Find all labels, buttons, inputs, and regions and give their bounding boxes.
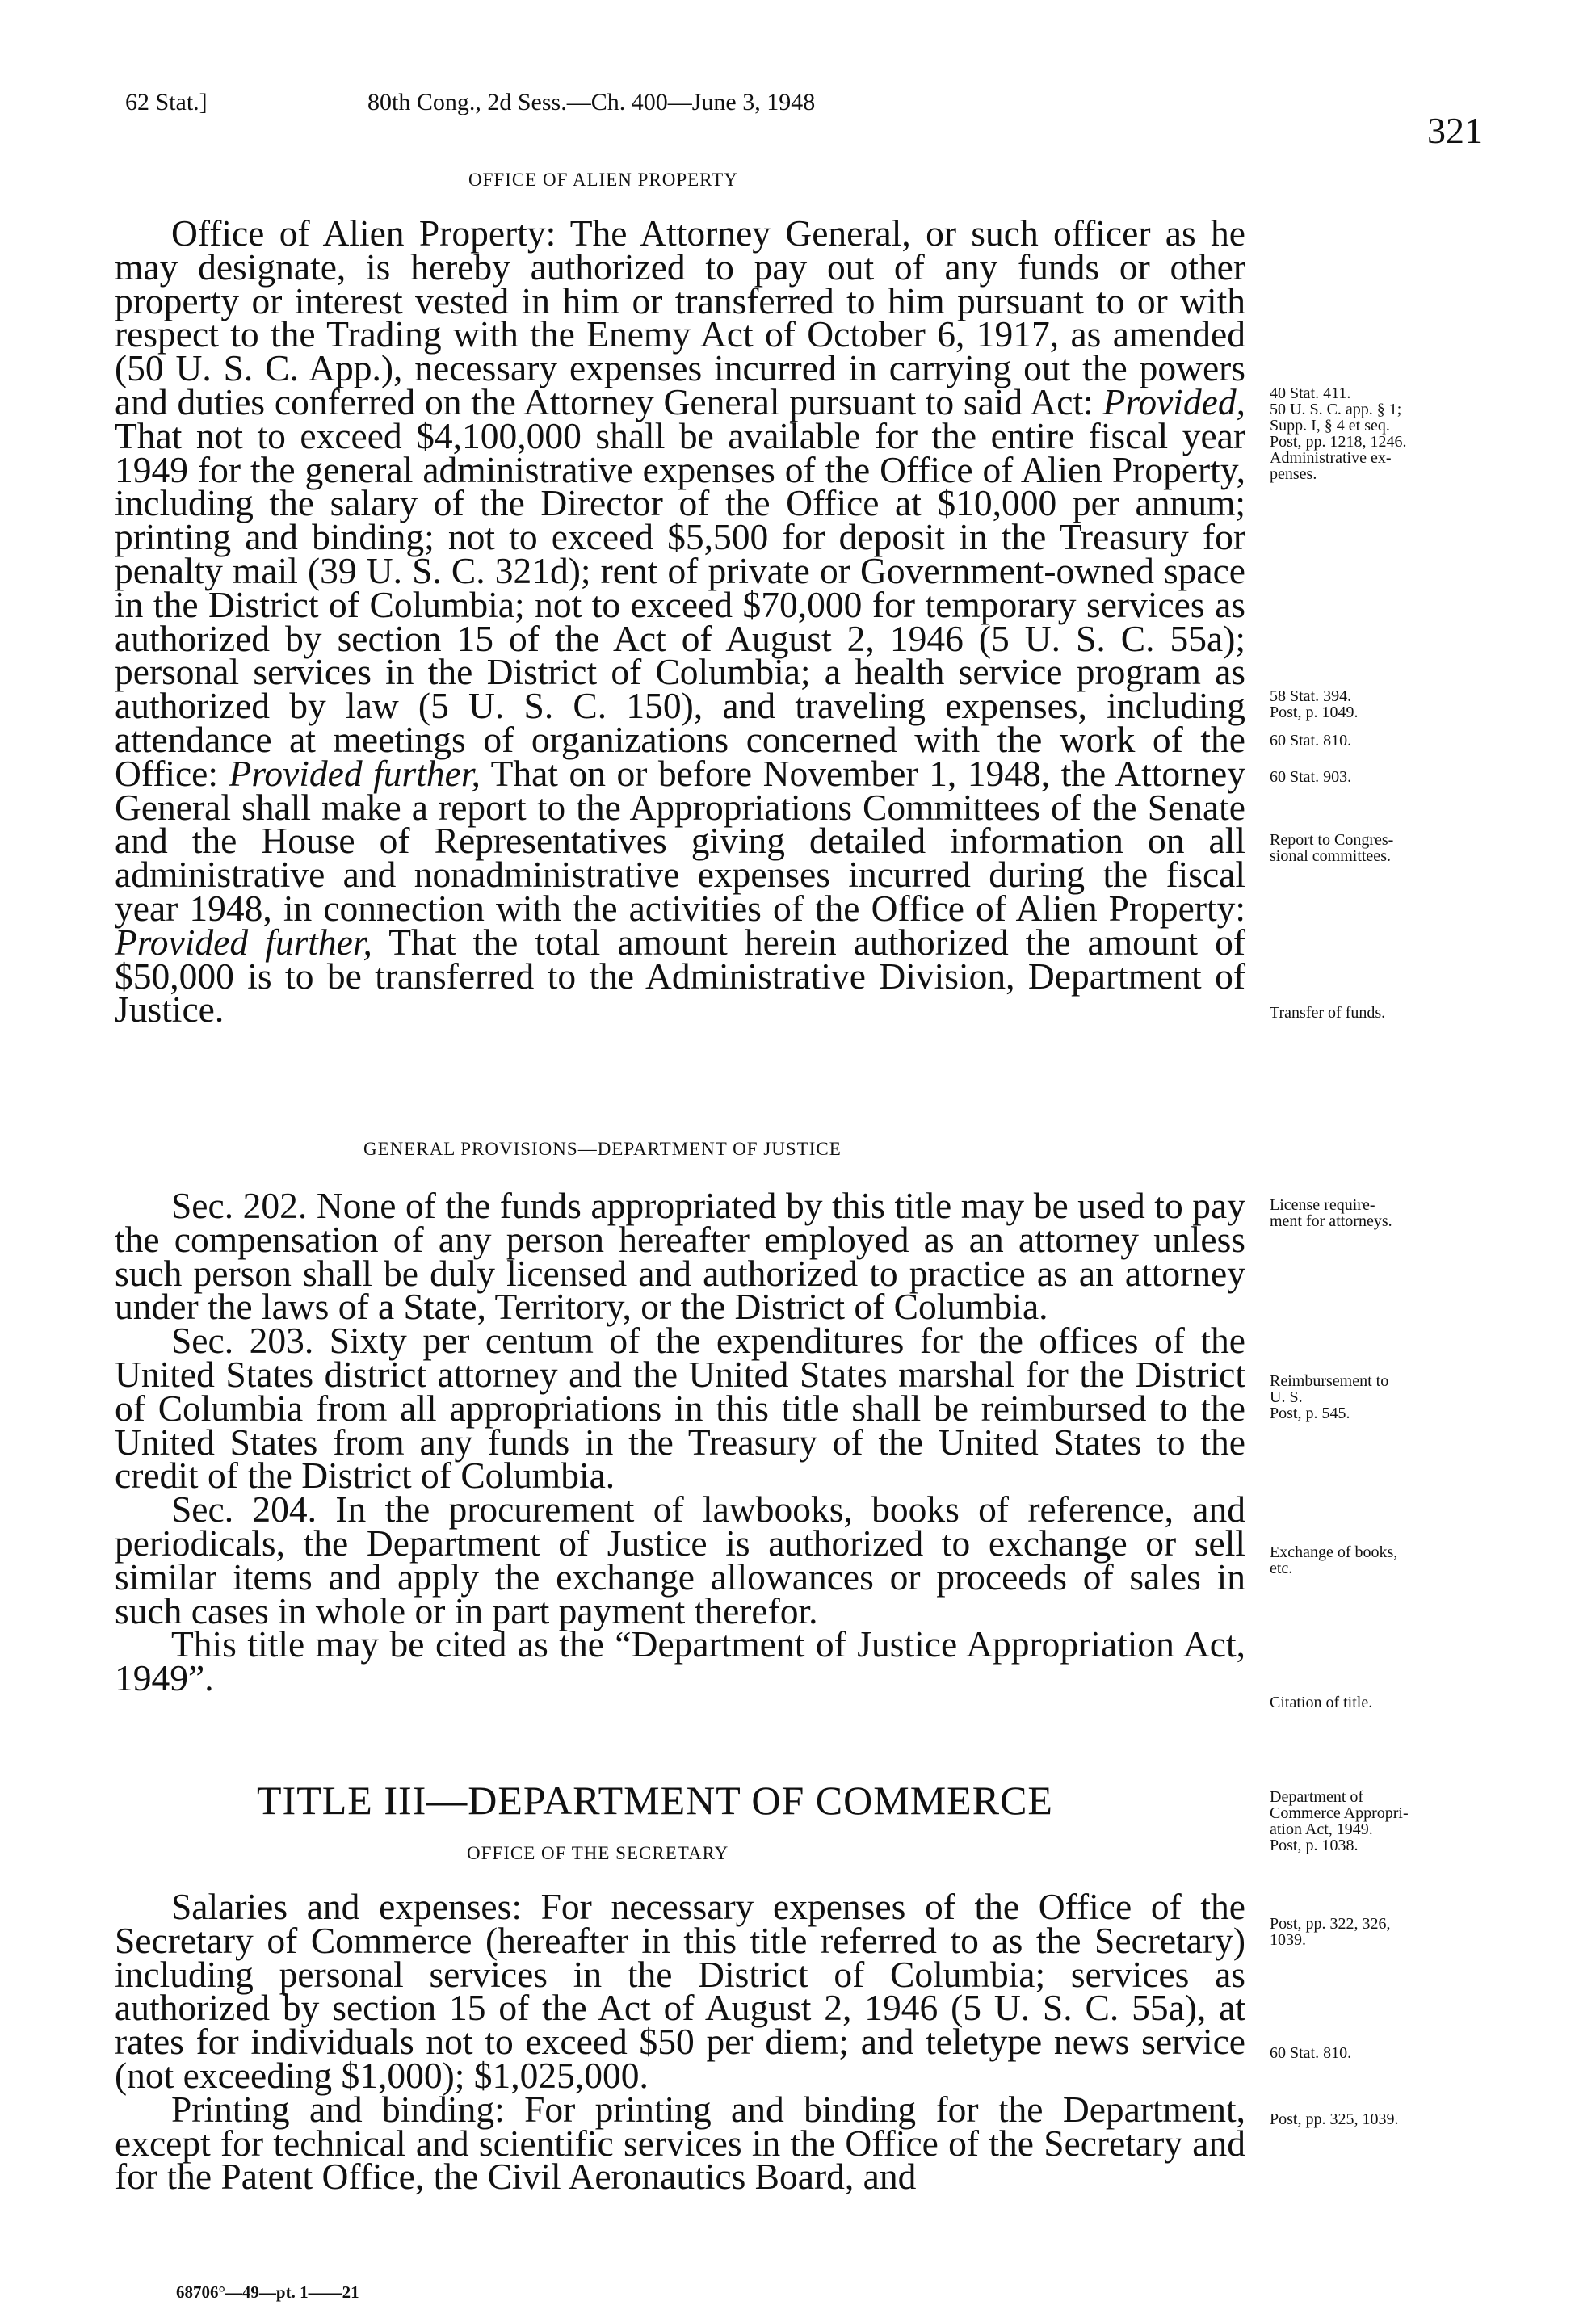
running-header-left: 62 Stat.] [125,89,208,115]
margin-note-post-pages: Post, pp. 322, 326, 1039. [1270,1915,1391,1949]
title-iii-heading: TITLE III—DEPARTMENT OF COMMERCE [257,1778,1053,1823]
alien-proviso-2: Provided further, [229,752,481,794]
margin-note-statutes-4: 60 Stat. 903. [1270,768,1352,786]
section-204: Sec. 204. In the procurement of lawbooks, books of reference, and periodicals, the Department of Justice is authorized to exchange or sell similar items and apply the exchange allowances or proceeds of sales in such cases in whole or in part payment therefor. [115,1489,1245,1631]
margin-note-reimbursement: Reimbursement to U. S. Post, p. 545. [1270,1372,1389,1422]
margin-note-commerce-act: Department of Commerce Appropri- ation Act, 1949. Post, p. 1038. [1270,1788,1409,1854]
alien-proviso-1: Provided, [1102,380,1245,422]
general-provisions-block [115,1185,1245,1699]
alien-text-a: Office of Alien Property: The Attorney General, or such officer as he may designate, is hereby authorized to pay out of any funds or other property or interest vested in him or transferred to him pursuant to or with respect to the Trading with the Enemy Act of October 6, 1917, as amended (50 U. S. C. App.), necessary expenses incurred in carrying out the powers and duties conferred on the Attorney General pursuant to said Act: [115,212,1245,422]
heading-alien-property: OFFICE OF ALIEN PROPERTY [468,170,738,190]
alien-text-b: That not to exceed $4,100,000 shall be available for the entire fiscal year 1949 for the general administrative expenses of the Office of Alien Property, including the salary of the Director of the Office at $10,000 per annum; printing and binding; not to exceed $5,500 for deposit in the Treasury for penalty mail (39 U. S. C. 321d); rent of private or Government-owned space in the District of Columbia; not to exceed $70,000 for temporary services as authorized by section 15 of the Act of August 2, 1946 (5 U. S. C. 55a); personal services in the District of Columbia; a health service program as authorized by law (5 U. S. C. 150), and traveling expenses, including attendance at meetings of organizations concerned with the work of the Office: [115,414,1245,794]
heading-general-provisions: GENERAL PROVISIONS—DEPARTMENT OF JUSTICE [363,1139,842,1159]
margin-note-report: Report to Congres- sional committees. [1270,831,1394,865]
alien-text-c: That on or before November 1, 1948, the Attorney General shall make a report to the Appropriations Committees of the Senate and the House of Representatives giving detailed information on all administrative and nonadministrative expenses incurred during the fiscal year 1948, in connection with the activities of the Office of Alien Property: [115,752,1245,929]
margin-note-post-pages-2: Post, pp. 325, 1039. [1270,2110,1399,2128]
alien-property-paragraph [115,212,1245,1031]
margin-note-statutes-1: 40 Stat. 411. 50 U. S. C. app. § 1; Supp. I, § 4 et seq. Post, pp. 1218, 1246. Administrative ex- penses. [1270,384,1407,483]
heading-office-secretary: OFFICE OF THE SECRETARY [467,1843,729,1863]
printing-paragraph: Printing and binding: For printing and binding for the Department, except for technical and scientific services in the Office of the Secretary and for the Patent Office, the Civil Aeronautics Board, and [115,2088,1245,2198]
citation-paragraph: This title may be cited as the “Department of Justice Appropriation Act, 1949”. [115,1623,1245,1699]
commerce-block [115,1886,1245,2198]
margin-note-statutes-3: 60 Stat. 810. [1270,732,1352,750]
alien-proviso-3: Provided further, [115,921,372,963]
page-number: 321 [1427,110,1483,151]
margin-note-citation: Citation of title. [1270,1694,1373,1711]
margin-note-statutes-2: 58 Stat. 394. Post, p. 1049. [1270,687,1359,721]
margin-note-exchange: Exchange of books, etc. [1270,1543,1398,1577]
margin-note-license: License require- ment for attorneys. [1270,1196,1392,1230]
section-203: Sec. 203. Sixty per centum of the expenditures for the offices of the United States district attorney and the United States marshal for the District of Columbia from all appropriations in this title shall be reimbursed to the United States from any funds in the Treasury of the United States to the credit of the District of Columbia. [115,1320,1245,1497]
margin-note-transfer: Transfer of funds. [1270,1004,1386,1022]
salaries-paragraph: Salaries and expenses: For necessary expenses of the Office of the Secretary of Commerce (hereafter in this title referred to as the Secretary) including personal services in the District of Columbia; services as authorized by section 15 of the Act of August 2, 1946 (5 U. S. C. 55a), at rates for individuals not to exceed $50 per diem; and teletype news service (not exceeding $1,000); $1,025,000. [115,1886,1245,2096]
section-202: Sec. 202. None of the funds appropriated by this title may be used to pay the compensation of any person hereafter employed as an attorney unless such person shall be duly licensed and authorized to practice as an attorney under the laws of a State, Territory, or the District of Columbia. [115,1185,1245,1328]
alien-text-d: That the total amount herein authorized the amount of $50,000 is to be transferred to the Administrative Division, Department of Justice. [115,921,1245,1031]
print-signature-footer: 68706°—49—pt. 1——21 [176,2282,359,2302]
running-header-center: 80th Cong., 2d Sess.—Ch. 400—June 3, 1948 [368,89,816,115]
margin-note-statutes-5: 60 Stat. 810. [1270,2044,1352,2062]
